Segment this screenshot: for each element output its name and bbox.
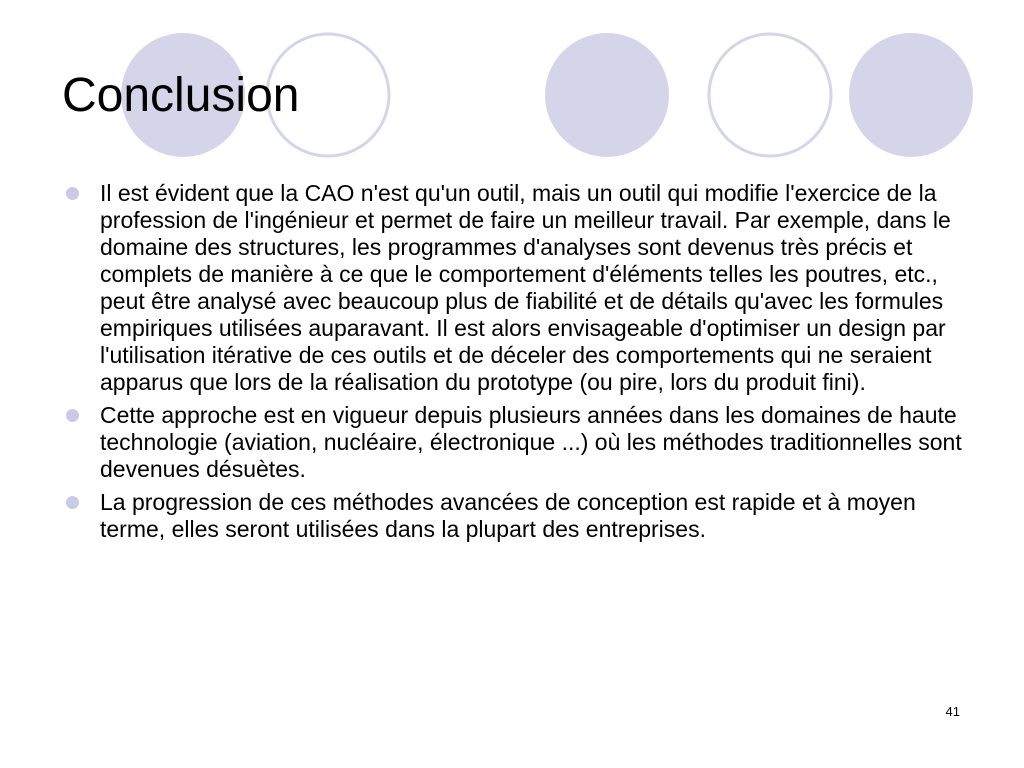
page-number: 41 [945, 704, 960, 719]
bullet-text: La progression de ces méthodes avancées de conception est rapide et à moyen terme, elles seront utilisées dans la plupart des entreprises. [100, 489, 916, 542]
ring-circle-2 [709, 34, 831, 156]
filled-circle-2 [545, 33, 669, 157]
slide-title: Conclusion [62, 69, 300, 122]
bullet-circle-icon [66, 496, 79, 509]
filled-circle-3 [849, 33, 973, 157]
bullet-text: Cette approche est en vigueur depuis plusieurs années dans les domaines de haute technologie (aviation, nucléaire, électronique ...) où les méthodes traditionnelles sont devenues désuètes. [100, 402, 962, 482]
bullet-item [100, 180, 968, 396]
bullet-text: Il est évident que la CAO n'est qu'un outil, mais un outil qui modifie l'exercice de la profession de l'ingénieur et permet de faire un meilleur travail. Par exemple, dans le domaine des structures, les programmes d'analyses sont devenus très précis et complets de manière à ce que le comportement d'éléments telles les poutres, etc., peut être analysé avec beaucoup plus de fiabilité et de détails qu'avec les formules empiriques utilisées auparavant. Il est alors envisageable d'optimiser un design par l'utilisation itérative de ces outils et de déceler des comportements qui ne seraient apparus que lors de la réalisation du prototype (ou pire, lors du produit fini). [100, 180, 951, 395]
bullet-item [100, 402, 968, 483]
bullet-circle-icon [66, 409, 79, 422]
bullet-circle-icon [66, 187, 79, 200]
bullet-list [100, 180, 968, 549]
bullet-item [100, 489, 968, 543]
